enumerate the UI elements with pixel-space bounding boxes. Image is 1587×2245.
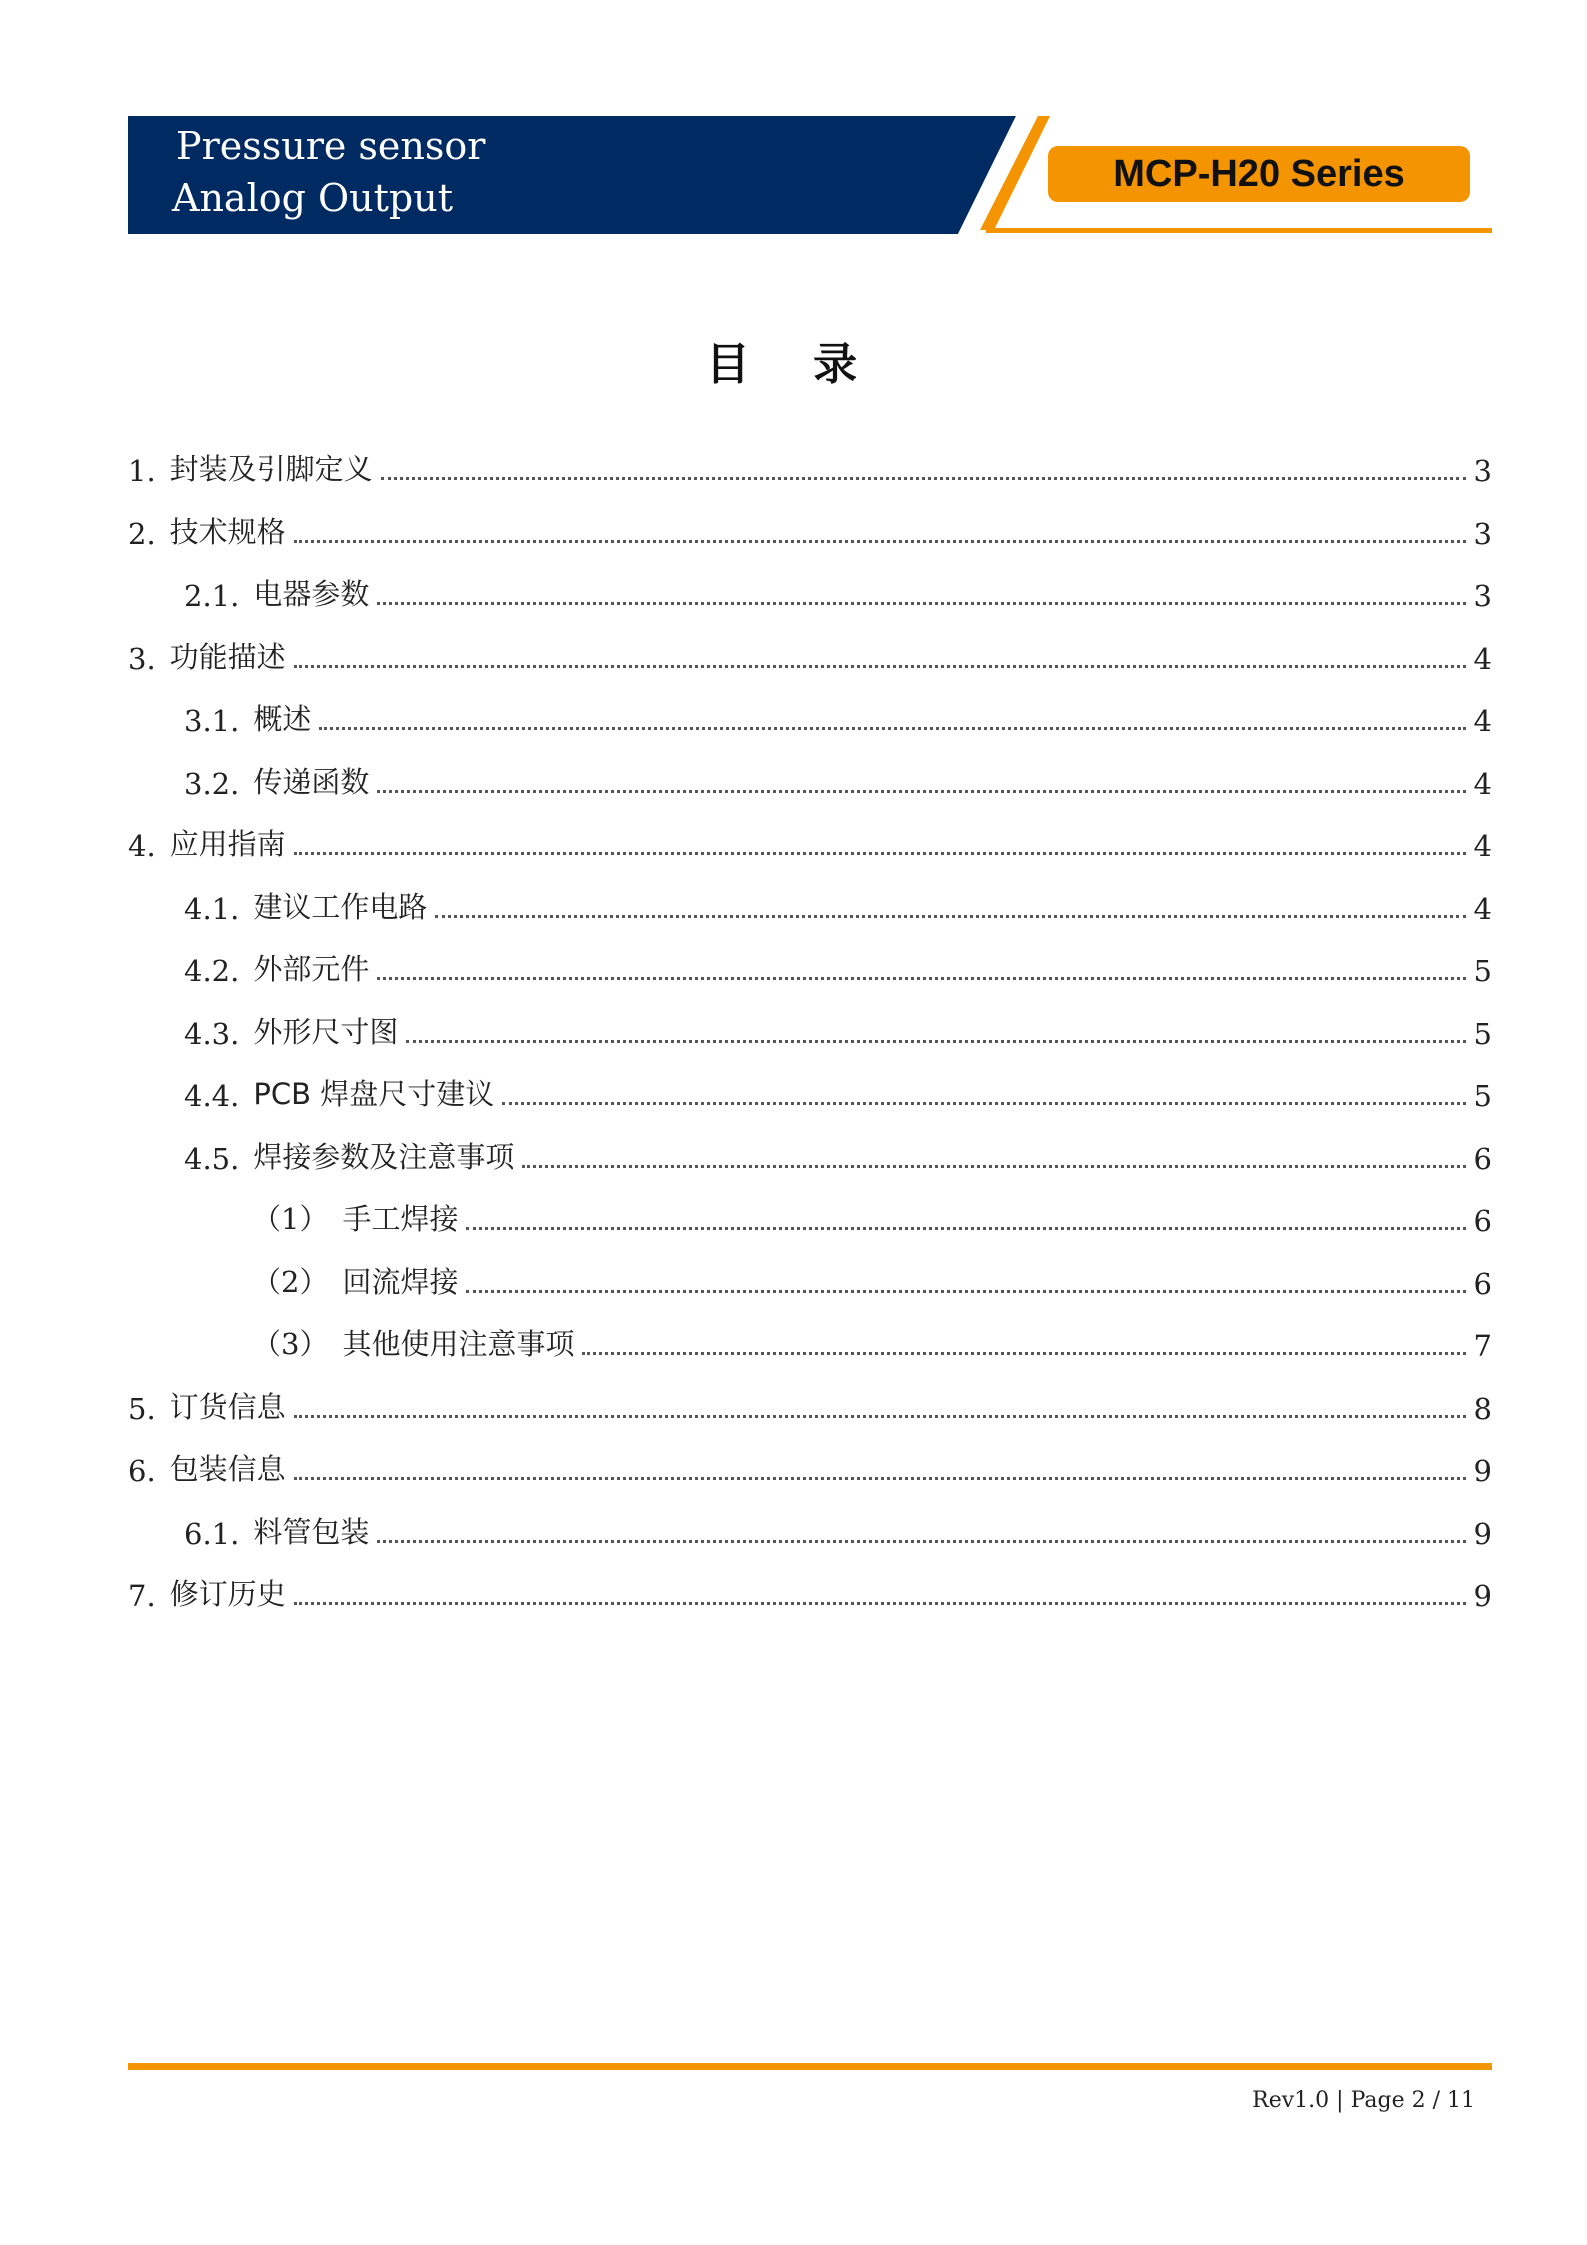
toc-entry-title: 功能描述 — [169, 639, 286, 674]
toc-entry-number: 7. — [128, 1579, 156, 1613]
toc-leader-dots — [294, 540, 1466, 543]
toc-entry-number: 4.5. — [184, 1141, 240, 1176]
toc-entry-page: 3 — [1473, 579, 1492, 613]
toc-entry[interactable] — [184, 1511, 1492, 1551]
toc-entry-title: 电器参数 — [253, 577, 370, 611]
toc-entry-title: 封装及引脚定义 — [169, 452, 373, 486]
toc-leader-dots — [294, 852, 1466, 855]
toc-entry-page: 5 — [1473, 954, 1492, 988]
toc-leader-dots — [502, 1102, 1465, 1105]
toc-entry-page: 9 — [1473, 1454, 1492, 1488]
page-header — [128, 116, 1492, 234]
toc-entry[interactable] — [128, 636, 1492, 676]
toc-leader-dots — [377, 977, 1465, 980]
toc-entry-page: 9 — [1473, 1516, 1492, 1551]
toc-entry-title: 其他使用注意事项 — [342, 1327, 575, 1361]
toc-entry[interactable] — [128, 823, 1492, 863]
toc-entry[interactable] — [184, 1011, 1492, 1051]
toc-entry-title: 建议工作电路 — [253, 889, 428, 924]
toc-entry-page: 9 — [1473, 1579, 1492, 1613]
toc-entry-title: 概述 — [253, 702, 312, 736]
toc-entry[interactable] — [184, 1136, 1492, 1176]
toc-entry-page: 3 — [1473, 454, 1492, 488]
toc-entry-number: 3.1. — [184, 704, 240, 738]
toc-entry-number: 4. — [128, 829, 156, 863]
toc-entry-title: 修订历史 — [169, 1577, 286, 1611]
toc-entry-page: 6 — [1473, 1204, 1492, 1238]
toc-entry-title: 手工焊接 — [342, 1202, 459, 1236]
toc-entry-page: 6 — [1473, 1266, 1492, 1301]
toc-entry-page: 5 — [1473, 1079, 1492, 1113]
toc-entry[interactable] — [128, 1448, 1492, 1488]
toc-entry-title: 外部元件 — [253, 952, 370, 986]
toc-entry-number: （1） — [252, 1202, 329, 1236]
toc-entry-page: 3 — [1473, 516, 1492, 551]
toc-leader-dots — [522, 1165, 1465, 1168]
header-title-line2: Analog Output — [172, 176, 453, 220]
toc-entry-number: 6. — [128, 1454, 156, 1488]
toc-leader-dots — [466, 1290, 1465, 1293]
toc-leader-dots — [406, 1040, 1465, 1043]
toc-entry[interactable] — [184, 761, 1492, 801]
toc-entry-title: 回流焊接 — [342, 1264, 459, 1299]
toc-entry-number: 4.1. — [184, 891, 240, 926]
toc-entry-number: 4.2. — [184, 954, 240, 988]
toc-entry[interactable] — [252, 1198, 1492, 1238]
toc-entry-number: （3） — [252, 1327, 329, 1361]
toc-title: 目 录 — [705, 339, 882, 390]
toc-entry[interactable] — [128, 448, 1492, 488]
toc-entry-number: 4.4. — [184, 1079, 240, 1113]
toc-entry-title: 包装信息 — [169, 1452, 286, 1486]
toc-leader-dots — [377, 1540, 1465, 1543]
toc-entry-page: 4 — [1473, 891, 1492, 926]
toc-leader-dots — [582, 1352, 1465, 1355]
toc-entry-title: 料管包装 — [253, 1514, 370, 1549]
toc-leader-dots — [294, 1477, 1466, 1480]
toc-entry-page: 8 — [1473, 1391, 1492, 1426]
toc-leader-dots — [435, 915, 1465, 918]
toc-entry[interactable] — [184, 886, 1492, 926]
toc-entry[interactable] — [128, 1573, 1492, 1613]
footer-rule — [128, 2063, 1492, 2070]
toc-leader-dots — [294, 1415, 1466, 1418]
toc-leader-dots — [377, 602, 1465, 605]
toc-entry-page: 4 — [1473, 766, 1492, 801]
header-underline — [986, 228, 1492, 233]
toc-entry-page: 4 — [1473, 641, 1492, 676]
toc-entry[interactable] — [252, 1261, 1492, 1301]
toc-entry-page: 7 — [1473, 1329, 1492, 1363]
toc-entry-title: 应用指南 — [169, 827, 286, 861]
toc-leader-dots — [319, 727, 1465, 730]
toc-entry[interactable] — [184, 573, 1492, 613]
toc-entry[interactable] — [128, 511, 1492, 551]
toc-entry-title: 外形尺寸图 — [253, 1014, 399, 1049]
toc-entry-title: 订货信息 — [169, 1389, 286, 1424]
toc-entry[interactable] — [184, 698, 1492, 738]
toc-entry-page: 5 — [1473, 1016, 1492, 1051]
series-badge: MCP-H20 Series — [1048, 146, 1470, 202]
toc-entry[interactable] — [252, 1323, 1492, 1363]
toc-entry-number: 2.1. — [184, 579, 240, 613]
footer-page-label: Rev1.0 | Page 2 / 11 — [1252, 2088, 1475, 2113]
toc-entry-page: 6 — [1473, 1141, 1492, 1176]
toc-entry[interactable] — [184, 948, 1492, 988]
toc-entry[interactable] — [128, 1386, 1492, 1426]
toc-entry-number: 3. — [128, 641, 156, 676]
toc-entry-number: 2. — [128, 516, 156, 551]
toc-leader-dots — [381, 477, 1466, 480]
toc-entry-number: （2） — [252, 1264, 329, 1299]
toc-leader-dots — [377, 790, 1465, 793]
toc-entry-title: 焊接参数及注意事项 — [253, 1139, 515, 1174]
toc-entry-page: 4 — [1473, 829, 1492, 863]
toc-entry-title: PCB 焊盘尺寸建议 — [253, 1077, 495, 1111]
toc-entry[interactable] — [184, 1073, 1492, 1113]
toc-entry-number: 3.2. — [184, 766, 240, 801]
toc-entry-title: 技术规格 — [169, 514, 286, 549]
toc-leader-dots — [294, 1602, 1466, 1605]
toc-entry-page: 4 — [1473, 704, 1492, 738]
header-title-line1: Pressure sensor — [176, 124, 486, 168]
toc-entry-number: 6.1. — [184, 1516, 240, 1551]
toc-leader-dots — [466, 1227, 1465, 1230]
toc-entry-number: 4.3. — [184, 1016, 240, 1051]
toc-entry-number: 5. — [128, 1391, 156, 1426]
toc-leader-dots — [294, 665, 1466, 668]
toc-entry-title: 传递函数 — [253, 764, 370, 799]
toc-entry-number: 1. — [128, 454, 156, 488]
